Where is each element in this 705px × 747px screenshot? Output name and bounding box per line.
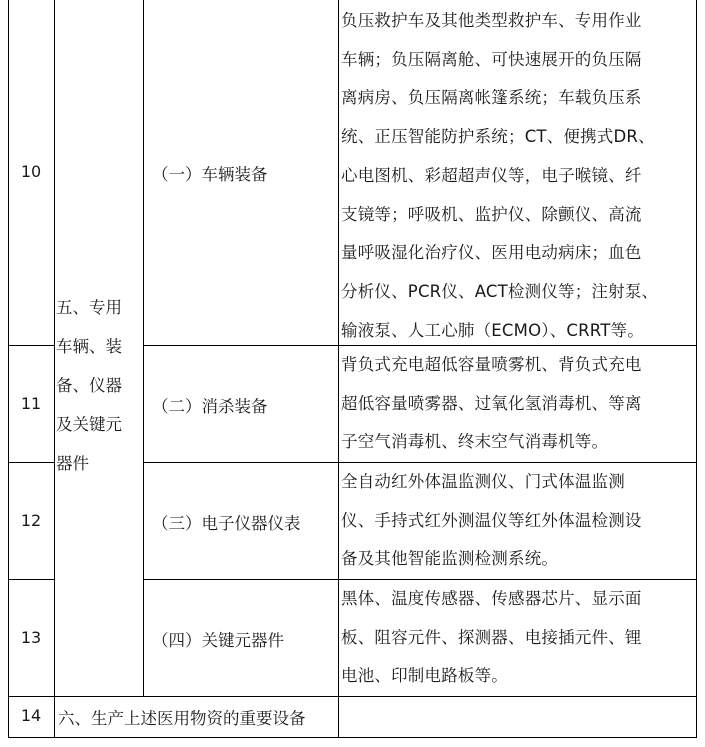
col-divider-sub — [338, 0, 339, 738]
row-number: 13 — [20, 628, 42, 647]
description-line: 全自动红外体温监测仪、门式体温监测 — [341, 472, 625, 491]
description-line: 超低容量喷雾器、过氧化氢消毒机、等离 — [341, 393, 642, 413]
table-border-right — [696, 0, 697, 738]
row-divider — [8, 345, 54, 346]
row-number: 10 — [20, 162, 42, 181]
row-divider — [8, 579, 54, 580]
description-line: 板、阻容元件、探测器、电接插元件、锂 — [341, 627, 642, 647]
description-cell — [341, 580, 691, 696]
subcategory-label: （一）车辆装备 — [152, 165, 268, 184]
category-line: 器件 — [56, 454, 89, 473]
description-line: 量呼吸湿化治疗仪、医用电动病床；血色 — [341, 243, 642, 263]
row14-label: 六、生产上述医用物资的重要设备 — [58, 709, 306, 728]
description-line: 黑体、温度传感器、传感器芯片、显示面 — [341, 589, 642, 608]
subcategory-label: （四）关键元器件 — [152, 631, 284, 650]
row-divider — [8, 696, 697, 697]
col-divider-category — [143, 0, 144, 697]
description-line: 背负式充电超低容量喷雾机、背负式充电 — [341, 355, 642, 374]
table-border-bottom — [8, 737, 697, 738]
category-line: 车辆、装 — [56, 337, 122, 356]
description-line: 子空气消毒机、终末空气消毒机等。 — [341, 432, 609, 452]
row-number: 12 — [20, 511, 42, 530]
description-line: 仪、手持式红外测温仪等红外体温检测设 — [341, 510, 642, 530]
category-line: 及关键元 — [56, 415, 122, 434]
description-line: 统、正压智能防护系统；CT、便携式DR、 — [341, 127, 655, 147]
subcategory-label: （二）消杀装备 — [152, 397, 268, 416]
description-line: 心电图机、彩超超声仪等，电子喉镜、纤 — [341, 165, 642, 185]
description-cell — [341, 2, 691, 350]
description-line: 支镜等；呼吸机、监护仪、除颤仪、高流 — [341, 204, 642, 224]
category-label — [56, 288, 140, 483]
description-line: 车辆；负压隔离舱、可快速展开的负压隔 — [341, 49, 642, 69]
description-line: 分析仪、PCR仪、ACT检测仪等；注射泵、 — [341, 281, 659, 301]
description-line: 电池、印制电路板等。 — [341, 666, 508, 686]
row-number: 11 — [20, 394, 42, 413]
row-divider — [8, 462, 54, 463]
description-cell — [341, 463, 691, 579]
table-border-left — [8, 0, 9, 738]
description-line: 负压救护车及其他类型救护车、专用作业 — [341, 11, 642, 30]
category-line: 五、专用 — [56, 298, 122, 317]
category-line: 备、仪器 — [56, 376, 122, 395]
description-cell — [341, 346, 691, 462]
description-line: 离病房、负压隔离帐篷系统；车载负压系 — [341, 88, 642, 108]
subcategory-label: （三）电子仪器仪表 — [152, 514, 301, 533]
description-line: 输液泵、人工心肺（ECMO）、CRRT等。 — [341, 320, 644, 340]
row-number: 14 — [20, 706, 42, 725]
description-line: 备及其他智能监测检测系统。 — [341, 549, 559, 569]
col-divider-num — [54, 0, 55, 738]
